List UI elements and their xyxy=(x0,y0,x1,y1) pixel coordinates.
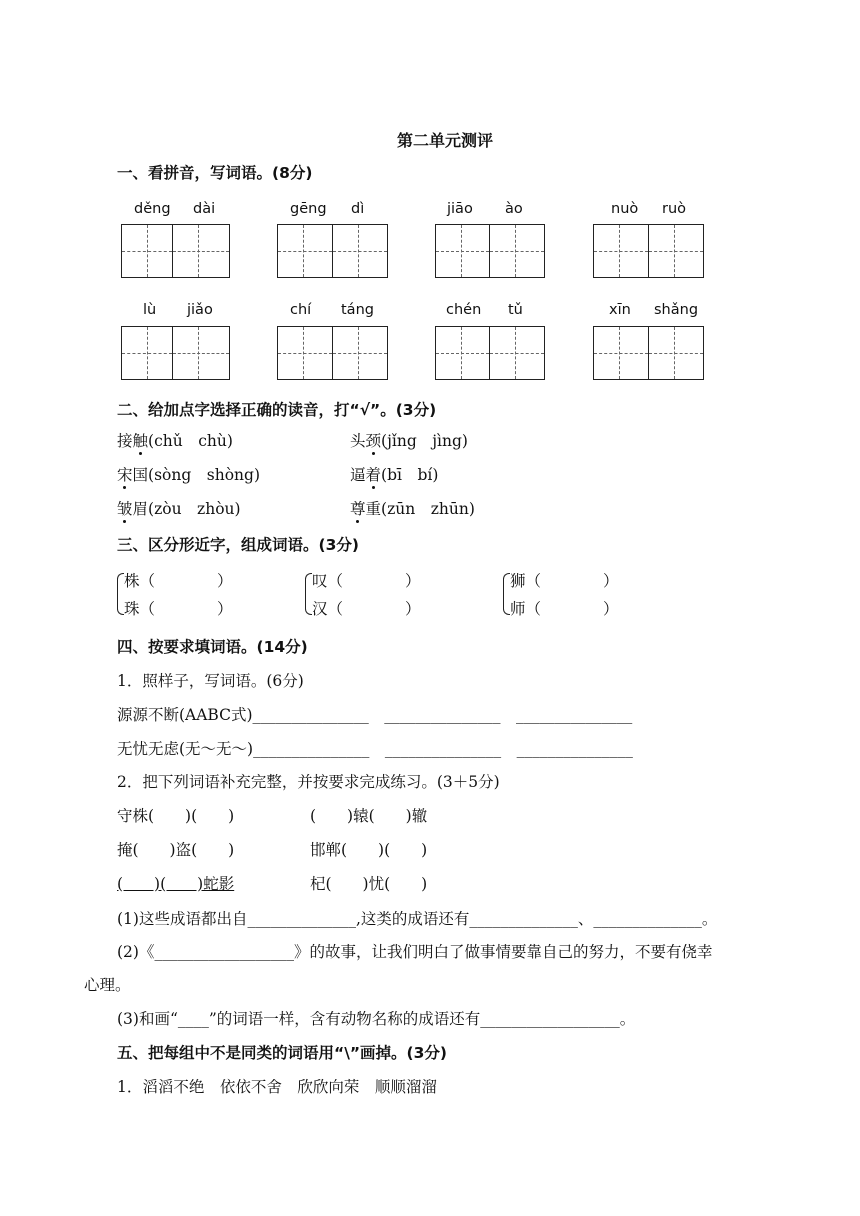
writing-cell[interactable] xyxy=(435,224,490,278)
idiom-blank-underlined[interactable]: ( )( )蛇影 xyxy=(117,875,235,893)
pinyin-options[interactable]: (zòu zhòu) xyxy=(148,500,241,518)
reading-item xyxy=(117,434,233,450)
writing-cell[interactable] xyxy=(435,326,490,380)
char: 重 xyxy=(365,500,382,518)
section-1-heading: 一、看拼音，写词语。(8分) xyxy=(117,164,313,182)
writing-cell[interactable] xyxy=(121,224,173,278)
writing-cell[interactable] xyxy=(277,326,333,380)
idiom-blank[interactable]: 掩( )盗( ) xyxy=(117,841,235,859)
reading-item xyxy=(350,434,468,450)
writing-cell[interactable] xyxy=(490,326,545,380)
idiom-blank[interactable]: 守株( )( ) xyxy=(117,807,235,825)
pinyin: tǔ xyxy=(508,302,523,318)
pinyin-options[interactable]: (jǐng jìng) xyxy=(381,432,468,450)
sub-question-2-cont: 心理。 xyxy=(84,976,131,994)
reading-item xyxy=(350,502,475,518)
pinyin: ruò xyxy=(662,201,687,217)
reading-item xyxy=(117,468,260,484)
writing-cell[interactable] xyxy=(593,326,649,380)
char-group-bottom[interactable]: 师（ ） xyxy=(510,600,619,618)
fill-line-wu[interactable]: 无忧无虑(无～无～)_______________ _______________ _______________ xyxy=(117,740,633,758)
dotted-char: 宋 xyxy=(117,466,133,484)
pinyin: ào xyxy=(505,201,523,217)
pinyin: táng xyxy=(341,302,374,318)
pinyin-options[interactable]: (bī bí) xyxy=(381,466,439,484)
pinyin-options[interactable]: (sòng shòng) xyxy=(148,466,260,484)
char-group-top[interactable]: 株（ ） xyxy=(124,572,233,590)
pinyin: lù xyxy=(143,302,157,318)
writing-cell[interactable] xyxy=(173,326,230,380)
writing-cell[interactable] xyxy=(490,224,545,278)
char: 接 xyxy=(117,432,133,450)
question-1: 1．照样子，写词语。(6分) xyxy=(117,672,304,690)
pinyin: dài xyxy=(193,201,216,217)
group-1-words[interactable]: 1．滔滔不绝 依依不舍 欣欣向荣 顺顺溜溜 xyxy=(117,1078,437,1096)
char: 国 xyxy=(132,466,149,484)
writing-cell[interactable] xyxy=(173,224,230,278)
idiom-blank[interactable]: 杞( )忧( ) xyxy=(310,875,428,893)
sub-question-1[interactable]: (1)这些成语都出自______________,这类的成语还有______________、______________。 xyxy=(117,910,718,928)
dotted-char: 颈 xyxy=(365,432,382,450)
section-2-heading: 二、给加点字选择正确的读音，打“√”。(3分) xyxy=(117,401,437,419)
char: 逼 xyxy=(350,466,366,484)
pinyin: xīn xyxy=(609,302,631,318)
dotted-char: 触 xyxy=(132,432,149,450)
idiom-blank[interactable]: 邯郸( )( ) xyxy=(310,841,428,859)
brace-icon xyxy=(117,573,124,615)
pinyin: děng xyxy=(134,201,171,217)
reading-item xyxy=(117,502,241,518)
pinyin: nuò xyxy=(611,201,639,217)
char-group-bottom[interactable]: 汉（ ） xyxy=(312,600,421,618)
section-3-heading: 三、区分形近字，组成词语。(3分) xyxy=(117,536,359,554)
char-group-bottom[interactable]: 珠（ ） xyxy=(124,600,233,618)
pinyin: dì xyxy=(351,201,365,217)
pinyin: jiāo xyxy=(447,201,473,217)
writing-cell[interactable] xyxy=(649,326,704,380)
writing-cell[interactable] xyxy=(121,326,173,380)
section-5-heading: 五、把每组中不是同类的词语用“\”画掉。(3分) xyxy=(117,1044,447,1062)
section-4-heading: 四、按要求填词语。(14分) xyxy=(117,638,308,656)
pinyin-options[interactable]: (zūn zhūn) xyxy=(381,500,475,518)
dotted-char: 尊 xyxy=(350,500,366,518)
pinyin: chén xyxy=(446,302,482,318)
pinyin-options[interactable]: (chǔ chù) xyxy=(148,432,233,450)
pinyin: shǎng xyxy=(654,302,699,318)
idiom-blank[interactable]: ( )辕( )辙 xyxy=(310,807,428,825)
brace-icon xyxy=(305,573,312,615)
char: 眉 xyxy=(132,500,149,518)
reading-item xyxy=(350,468,438,484)
char: 头 xyxy=(350,432,366,450)
question-2: 2．把下列词语补充完整，并按要求完成练习。(3＋5分) xyxy=(117,773,500,791)
writing-cell[interactable] xyxy=(333,326,388,380)
pinyin: gēng xyxy=(290,201,327,217)
pinyin: chí xyxy=(290,302,312,318)
char-group-top[interactable]: 狮（ ） xyxy=(510,572,619,590)
dotted-char: 着 xyxy=(365,466,382,484)
pinyin: jiǎo xyxy=(187,302,213,318)
sub-question-2[interactable]: (2)《__________________》的故事，让我们明白了做事情要靠自己的努力，不要有侥幸 xyxy=(117,943,713,961)
sub-question-3[interactable]: (3)和画“____”的词语一样，含有动物名称的成语还有__________________。 xyxy=(117,1010,636,1028)
fill-line-aabc[interactable]: 源源不断(AABC式)_______________ _______________ _______________ xyxy=(117,706,633,724)
dotted-char: 皱 xyxy=(117,500,133,518)
writing-cell[interactable] xyxy=(277,224,333,278)
page-title: 第二单元测评 xyxy=(397,131,494,150)
writing-cell[interactable] xyxy=(649,224,704,278)
brace-icon xyxy=(503,573,510,615)
writing-cell[interactable] xyxy=(333,224,388,278)
char-group-top[interactable]: 叹（ ） xyxy=(312,572,421,590)
writing-cell[interactable] xyxy=(593,224,649,278)
